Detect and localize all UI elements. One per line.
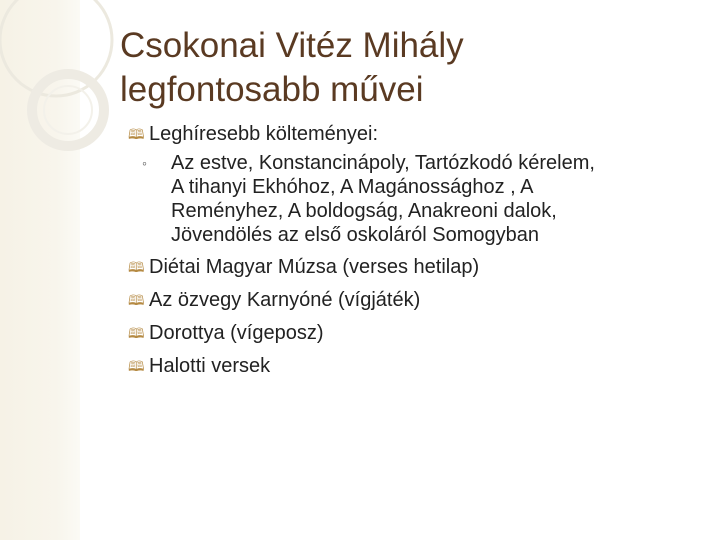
list-item [128,118,708,151]
open-book-bullet-icon: 🕮 [128,292,145,308]
list-item-text: Dorottya (vígeposz) [149,322,324,344]
list-item-text: Diétai Magyar Múzsa (verses hetilap) [149,256,480,278]
sub-list-item [142,151,708,247]
slide-title-line-2: legfontosabb művei [120,70,424,109]
open-book-bullet-icon: 🕮 [128,126,145,142]
slide-title [120,24,680,112]
open-book-bullet-icon: 🕮 [128,325,145,341]
list-item [128,251,708,284]
open-book-bullet-icon: 🕮 [128,259,145,275]
open-book-bullet-icon: 🕮 [128,358,145,374]
list-item-text: Az özvegy Karnyóné (vígjáték) [149,289,421,311]
list-item [128,350,708,383]
sub-list-item-text: Az estve, Konstancinápoly, Tartózkodó kérelem, A tihanyi Ekhóhoz, A Magánossághoz , A Reményhez, A boldogság, Anakreoni dalok, Jövendölés az első oskoláról Somogyban [171,152,595,246]
list-item [128,284,708,317]
ring-bullet-icon: ◦ [142,155,147,171]
list-item-text: Halotti versek [149,355,271,377]
list-item-text: Leghíresebb költeményei: [149,123,379,145]
list-item [128,317,708,350]
slide-title-line-1: Csokonai Vitéz Mihály [120,26,464,65]
bullet-list [128,118,708,383]
